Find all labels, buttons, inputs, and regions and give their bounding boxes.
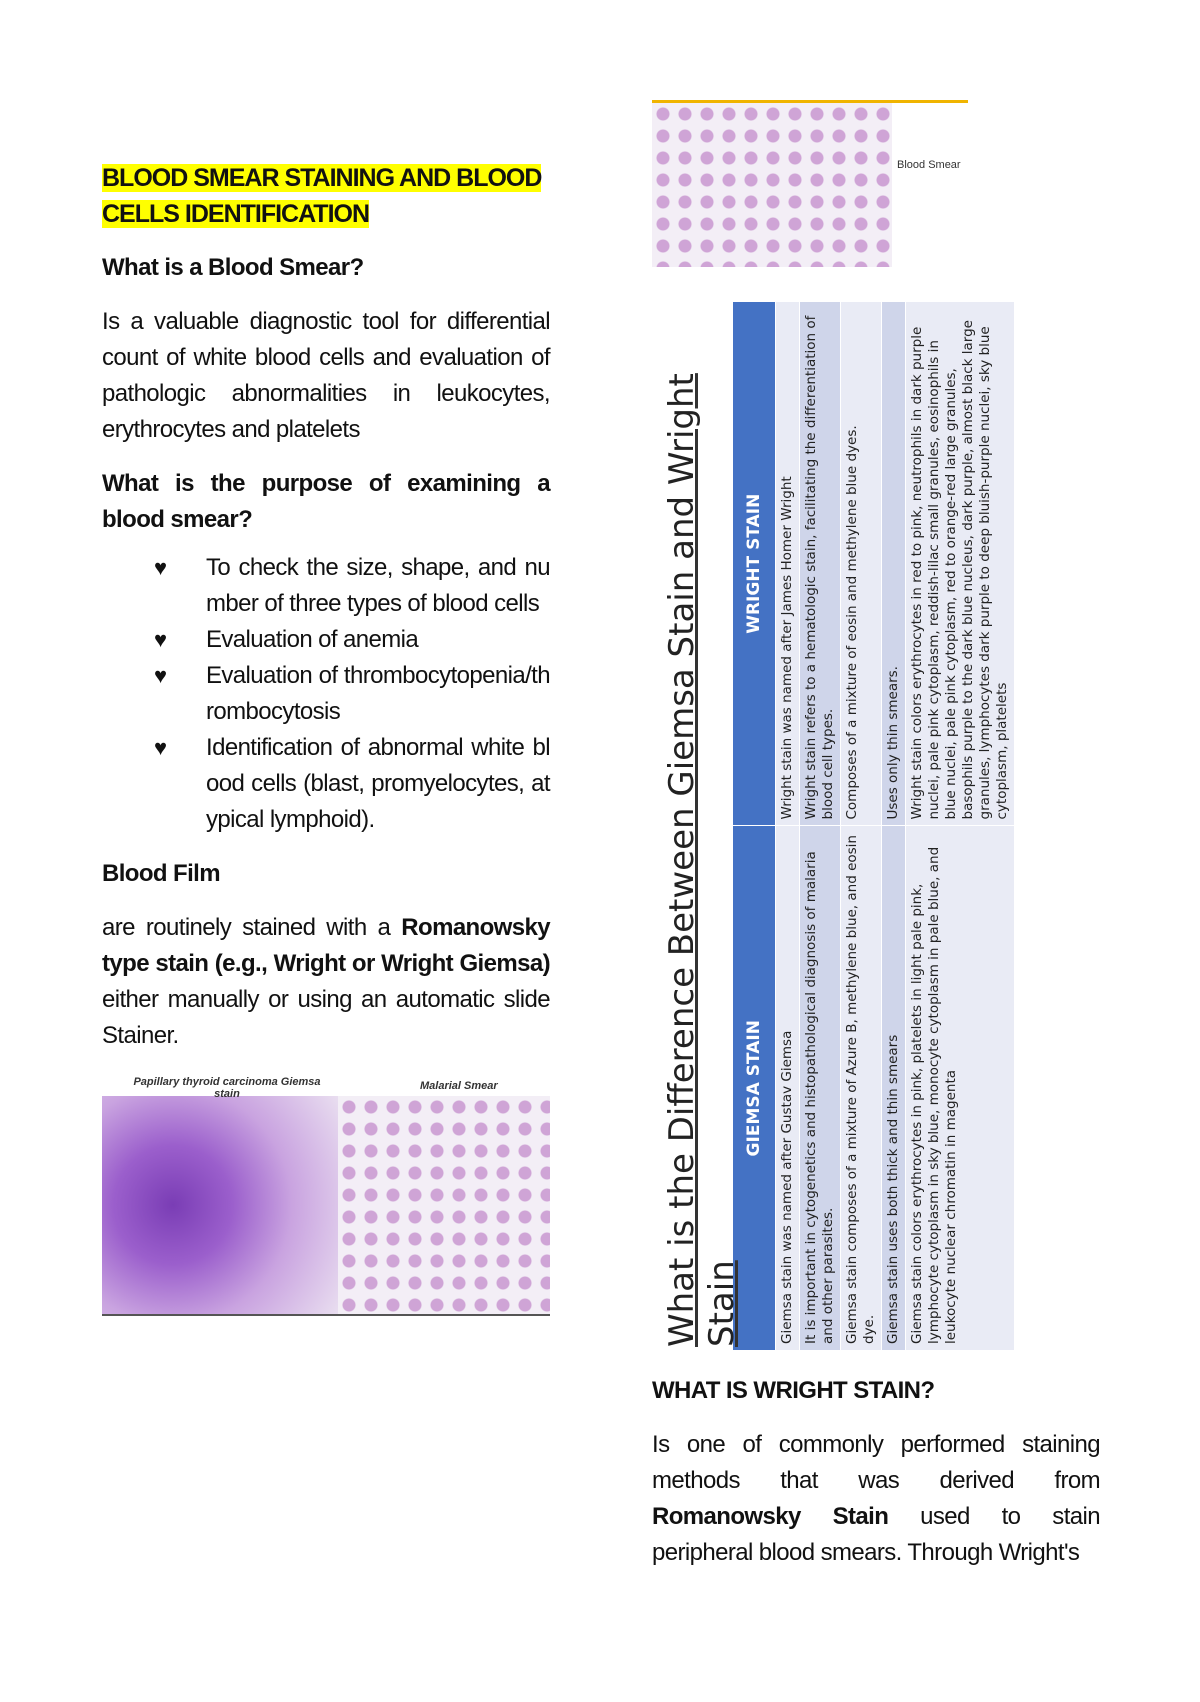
blood-film-text-part: are routinely stained with a (102, 914, 402, 941)
malarial-smear-image (338, 1096, 550, 1314)
heart-bullet-icon: ♥ (154, 627, 167, 652)
list-item-text: To check the size, shape, and number of three types of blood cells (206, 554, 550, 617)
list-item-text: Identification of abnormal white blood cells (blast, promyelocytes, atypical lymphoid). (206, 734, 550, 833)
table-row (800, 302, 841, 1351)
wright-stain-definition (652, 1427, 1100, 1571)
comparison-table (732, 301, 1015, 1351)
smear-images (102, 1074, 550, 1316)
table-header-wright: WRIGHT STAIN (733, 302, 776, 827)
list-item (102, 730, 550, 838)
table-cell: Wright stain refers to a hematologic stain, facilitating the differentiation of blood cell types. (800, 302, 841, 827)
table-cell: Giemsa stain uses both thick and thin smears (882, 826, 906, 1351)
blood-film-text-part: either manually or using an automatic slide Stainer. (102, 986, 550, 1049)
blood-smear-picture (652, 103, 892, 267)
title-highlight: BLOOD SMEAR STAINING AND BLOOD CELLS IDENTIFICATION (102, 164, 542, 228)
stain-comparison-rotated (644, 301, 1170, 1351)
malarial-image-caption: Malarial Smear (420, 1080, 498, 1092)
blood-smear-caption: Blood Smear (897, 159, 961, 171)
table-row (841, 302, 882, 1351)
romanowsky-stain-emphasis: Romanowsky Stain (652, 1503, 889, 1530)
table-row (776, 302, 800, 1351)
blood-film-text (102, 910, 550, 1054)
heading-blood-film: Blood Film (102, 860, 220, 887)
table-cell: Giemsa stain colors erythrocytes in pink, platelets in light pale pink, lymphocyte cytoplasm in sky blue, monocyte cytoplasm in pale blue, and leukocyte nuclear chromatin in magenta (906, 826, 1015, 1351)
heading-what-is-blood-smear: What is a Blood Smear? (102, 254, 364, 281)
blood-smear-definition: Is a valuable diagnostic tool for differential count of white blood cells and evaluation of pathologic abnormalities in leukocytes, erythrocytes and platelets (102, 308, 550, 443)
heart-bullet-icon: ♥ (154, 555, 167, 580)
thyroid-image-caption: Papillary thyroid carcinoma Giemsa stain (133, 1076, 321, 1100)
table-cell: Wright stain colors erythrocytes in red to pink, neutrophils in dark purple nuclei, pale pink cytoplasm, reddish-lilac small granules, eosinophils in blue nuclei, pale pink cytoplasm, red to orange-red large granules, basophils purple to the dark blue nucleus, dark purple, almost black large granules, lymphocytes dark purple to deep bluish-purple nuclei, sky blue cytoplasm, platelets (906, 302, 1015, 827)
list-item (102, 658, 550, 730)
table-cell: Composes of a mixture of eosin and methylene blue dyes. (841, 302, 882, 827)
table-cell: Giemsa stain was named after Gustav Giemsa (776, 826, 800, 1351)
table-cell: It is important in cytogenetics and histopathological diagnosis of malaria and other parasites. (800, 826, 841, 1351)
wright-text-part: Is one of commonly performed staining methods that was derived from (652, 1431, 1100, 1494)
right-column (652, 100, 1100, 1571)
heart-bullet-icon: ♥ (154, 735, 167, 760)
list-item-text: Evaluation of anemia (206, 626, 419, 653)
heading-purpose: What is the purpose of examining a blood smear? (102, 470, 550, 533)
wright-text-part: used to stain peripheral blood smears. Through Wright's (652, 1503, 1100, 1566)
purpose-list (102, 550, 550, 838)
comparison-table-title: What is the Difference Between Giemsa Stain and Wright Stain (662, 373, 742, 1347)
table-row (882, 302, 906, 1351)
romanowsky-emphasis: Romanowsky type stain (e.g., Wright or Wright Giemsa) (102, 914, 550, 977)
table-cell: Uses only thin smears. (882, 302, 906, 827)
list-item-text: Evaluation of thrombocytopenia/thrombocytosis (206, 662, 550, 725)
table-cell: Wright stain was named after James Homer Wright (776, 302, 800, 827)
thyroid-carcinoma-image (102, 1096, 338, 1314)
table-row (906, 302, 1015, 1351)
list-item (102, 622, 550, 658)
left-column (102, 160, 550, 1316)
table-header-giemsa: GIEMSA STAIN (733, 826, 776, 1351)
table-cell: Giemsa stain composes of a mixture of Azure B, methylene blue, and eosin dye. (841, 826, 882, 1351)
table-header-row (733, 302, 776, 1351)
list-item (102, 550, 550, 622)
stain-comparison-figure (644, 301, 1170, 1351)
heading-what-is-wright-stain: WHAT IS WRIGHT STAIN? (652, 1377, 935, 1404)
heart-bullet-icon: ♥ (154, 663, 167, 688)
page-title (102, 160, 550, 232)
blood-smear-image (652, 100, 968, 267)
